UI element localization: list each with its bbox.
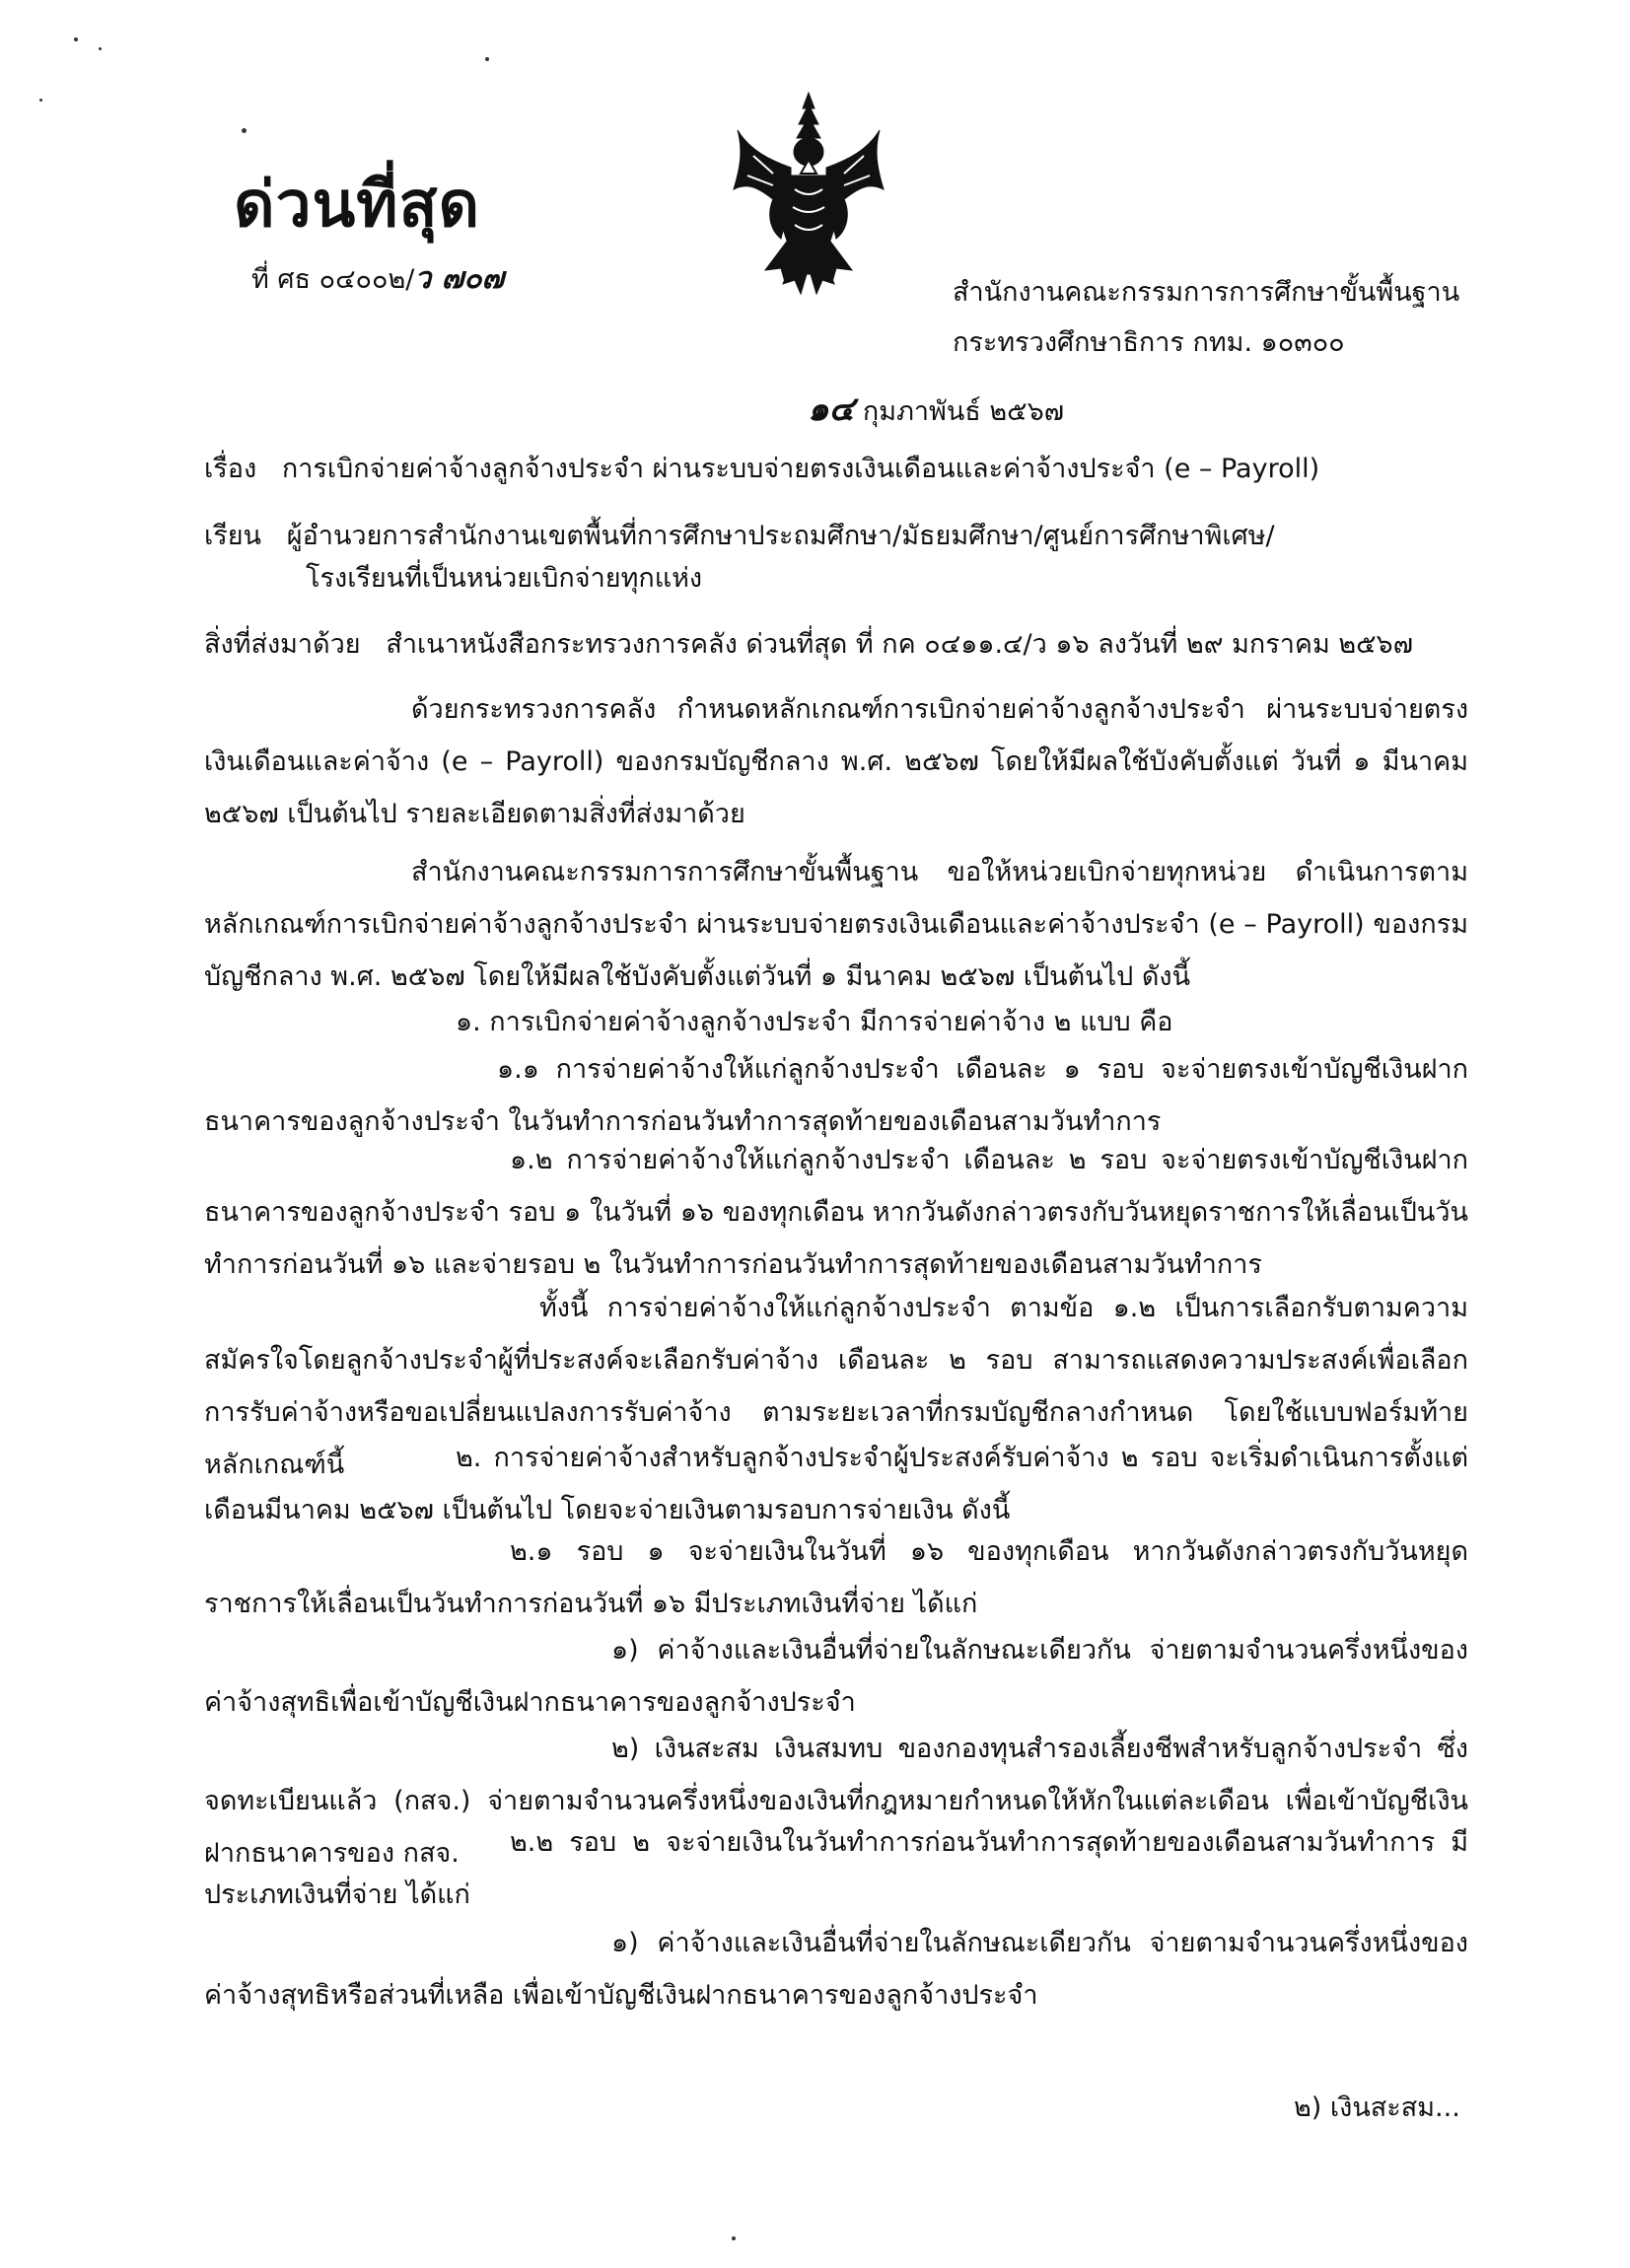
addressee-line [204, 517, 1275, 556]
ref-number: ๐๔๐๐๒/ [319, 264, 415, 295]
document-date [808, 390, 1064, 432]
item-1-2: ๑.๒ การจ่ายค่าจ้างให้แก่ลูกจ้างประจำ เดือนละ ๒ รอบ จะจ่ายตรงเข้าบัญชีเงินฝากธนาคารของลูกจ้างประจำ รอบ ๑ ในวันที่ ๑๖ ของทุกเดือน หากวันดังกล่าวตรงกับวันหยุดราชการให้เลื่อนเป็นวันทำการก่อนวันที่ ๑๖ และจ่ายรอบ ๒ ในวันทำการก่อนวันทำการสุดท้ายของเดือนสามวันทำการ [204, 1145, 1468, 1280]
scan-speck [39, 99, 42, 102]
office-address: กระทรวงศึกษาธิการ กทม. ๑๐๓๐๐ [953, 327, 1345, 358]
ref-handwritten: ว ๗๐๗ [414, 261, 505, 296]
scan-speck [74, 37, 78, 41]
office-name: สำนักงานคณะกรรมการการศึกษาขั้นพื้นฐาน [953, 277, 1460, 308]
item-2-2-1: ๑) ค่าจ้างและเงินอื่นที่จ่ายในลักษณะเดียวกัน จ่ายตามจำนวนครึ่งหนึ่งของค่าจ้างสุทธิหรือส่วนที่เหลือ เพื่อเข้าบัญชีเงินฝากธนาคารของลูกจ้างประจำ [204, 1928, 1468, 2011]
date-month-year: กุมภาพันธ์ ๒๕๖๗ [862, 396, 1065, 427]
continuation-marker: ๒) เงินสะสม... [1294, 2092, 1460, 2123]
scan-speck [99, 47, 102, 50]
item-2: ๒. การจ่ายค่าจ้างสำหรับลูกจ้างประจำผู้ประสงค์รับค่าจ้าง ๒ รอบ จะเริ่มดำเนินการตั้งแต่เดือนมีนาคม ๒๕๖๗ เป็นต้นไป โดยจะจ่ายเงินตามรอบการจ่ายเงิน ดังนี้ [204, 1443, 1468, 1525]
garuda-icon [730, 91, 887, 298]
enclosure-text: สำเนาหนังสือกระทรวงการคลัง ด่วนที่สุด ที่ กค ๐๔๑๑.๔/ว ๑๖ ลงวันที่ ๒๙ มกราคม ๒๕๖๗ [386, 629, 1413, 660]
subject-line [204, 450, 1319, 489]
enclosure-line [204, 625, 1413, 665]
date-day-handwritten: ๑๔ [808, 390, 855, 429]
item-2-1-2: ๒) เงินสะสม เงินสมทบ ของกองทุนสำรองเลี้ยงชีพสำหรับลูกจ้างประจำ ซึ่งจดทะเบียนแล้ว (กสจ.) จ่ายตามจำนวนครึ่งหนึ่งของเงินที่กฎหมายกำหนดให้หักในแต่ละเดือน เพื่อเข้าบัญชีเงินฝากธนาคารของ กสจ. [204, 1734, 1468, 1869]
item-2-1: ๒.๑ รอบ ๑ จะจ่ายเงินในวันที่ ๑๖ ของทุกเดือน หากวันดังกล่าวตรงกับวันหยุดราชการให้เลื่อนเป็นวันทำการก่อนวันที่ ๑๖ มีประเภทเงินที่จ่าย ได้แก่ [204, 1536, 1468, 1619]
scan-speck [242, 128, 247, 133]
reference-number [251, 259, 504, 300]
note-paragraph: ทั้งนี้ การจ่ายค่าจ้างให้แก่ลูกจ้างประจำ ตามข้อ ๑.๒ เป็นการเลือกรับตามความสมัครใจโดยลูกจ้างประจำผู้ที่ประสงค์จะเลือกรับค่าจ้าง เดือนละ ๒ รอบ สามารถแสดงความประสงค์เพื่อเลือกการรับค่าจ้างหรือขอเปลี่ยนแปลงการรับค่าจ้าง ตามระยะเวลาที่กรมบัญชีกลางกำหนด โดยใช้แบบฟอร์มท้ายหลักเกณฑ์นี้ [204, 1293, 1468, 1480]
item-2-2: ๒.๒ รอบ ๒ จะจ่ายเงินในวันทำการก่อนวันทำการสุดท้ายของเดือนสามวันทำการ มีประเภทเงินที่จ่าย ได้แก่ [204, 1827, 1468, 1910]
ref-label: ที่ ศธ [251, 264, 311, 295]
paragraph-1: ด้วยกระทรวงการคลัง กำหนดหลักเกณฑ์การเบิกจ่ายค่าจ้างลูกจ้างประจำ ผ่านระบบจ่ายตรงเงินเดือนและค่าจ้าง (e – Payroll) ของกรมบัญชีกลาง พ.ศ. ๒๕๖๗ โดยให้มีผลใช้บังคับตั้งแต่ วันที่ ๑ มีนาคม ๒๕๖๗ เป็นต้นไป รายละเอียดตามสิ่งที่ส่งมาด้วย [204, 694, 1468, 829]
enclosure-label: สิ่งที่ส่งมาด้วย [204, 629, 361, 660]
item-1: ๑. การเบิกจ่ายค่าจ้างลูกจ้างประจำ มีการจ่ายค่าจ้าง ๒ แบบ คือ [456, 1007, 1173, 1037]
addressee-line2: โรงเรียนที่เป็นหน่วยเบิกจ่ายทุกแห่ง [306, 563, 703, 594]
item-2-1-1: ๑) ค่าจ้างและเงินอื่นที่จ่ายในลักษณะเดียวกัน จ่ายตามจำนวนครึ่งหนึ่งของค่าจ้างสุทธิเพื่อเข้าบัญชีเงินฝากธนาคารของลูกจ้างประจำ [204, 1635, 1468, 1718]
paragraph-2: สำนักงานคณะกรรมการการศึกษาขั้นพื้นฐาน ขอให้หน่วยเบิกจ่ายทุกหน่วย ดำเนินการตามหลักเกณฑ์การเบิกจ่ายค่าจ้างลูกจ้างประจำ ผ่านระบบจ่ายตรงเงินเดือนและค่าจ้างประจำ (e – Payroll) ของกรมบัญชีกลาง พ.ศ. ๒๕๖๗ โดยให้มีผลใช้บังคับตั้งแต่วันที่ ๑ มีนาคม ๒๕๖๗ เป็นต้นไป ดังนี้ [204, 857, 1468, 992]
urgency-heading: ด่วนที่สุด [234, 169, 481, 242]
addressee-label: เรียน [204, 521, 262, 551]
garuda-emblem [730, 91, 887, 298]
subject-label: เรื่อง [204, 454, 257, 484]
scan-speck [732, 2236, 736, 2240]
subject-text: การเบิกจ่ายค่าจ้างลูกจ้างประจำ ผ่านระบบจ่ายตรงเงินเดือนและค่าจ้างประจำ (e – Payroll) [281, 454, 1320, 484]
addressee-line1: ผู้อำนวยการสำนักงานเขตพื้นที่การศึกษาประถมศึกษา/มัธยมศึกษา/ศูนย์การศึกษาพิเศษ/ [286, 521, 1275, 551]
scan-speck [485, 57, 489, 61]
item-1-1: ๑.๑ การจ่ายค่าจ้างให้แก่ลูกจ้างประจำ เดือนละ ๑ รอบ จะจ่ายตรงเข้าบัญชีเงินฝากธนาคารของลูกจ้างประจำ ในวันทำการก่อนวันทำการสุดท้ายของเดือนสามวันทำการ [204, 1054, 1468, 1137]
